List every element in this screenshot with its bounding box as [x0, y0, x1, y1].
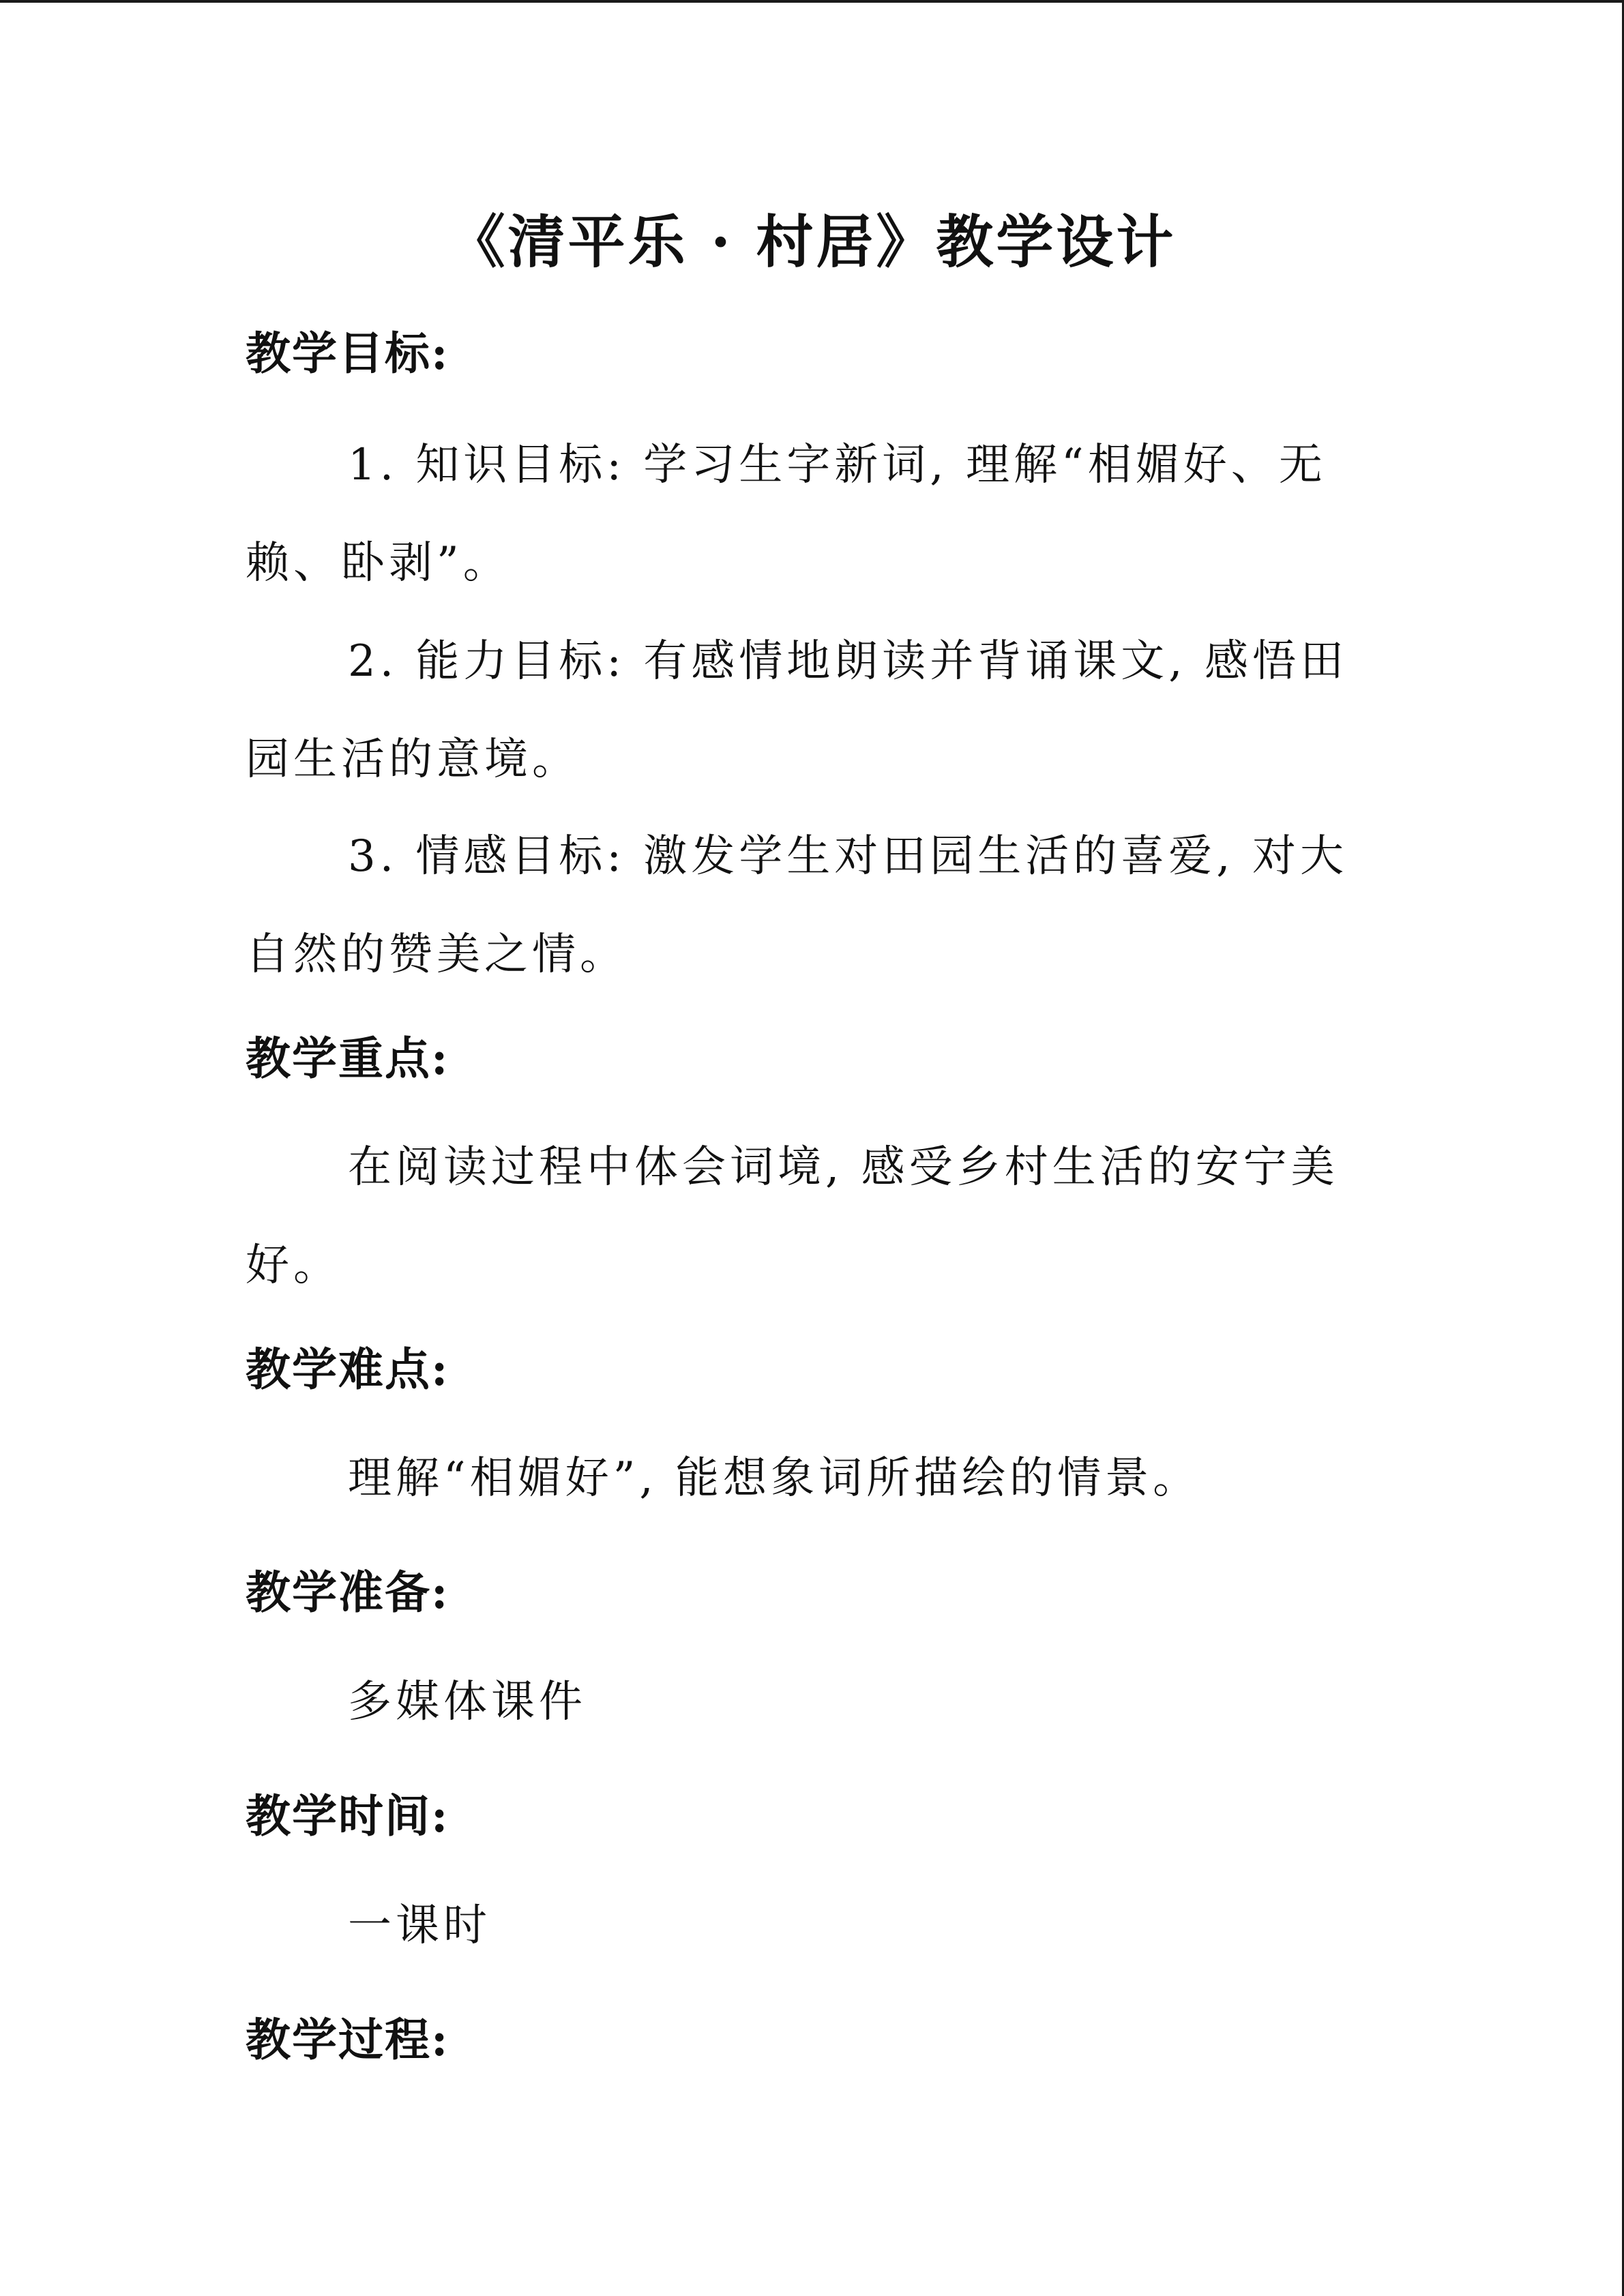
heading-preparation: 教学准备:	[246, 1566, 449, 1619]
preparation-text: 多媒体课件	[348, 1677, 587, 1727]
objective-item-2: 2. 能力目标: 有感情地朗读并背诵课文, 感悟田园生活的意境。	[246, 636, 1348, 785]
page-top-border	[0, 0, 1624, 3]
objective-item-3: 3. 情感目标: 激发学生对田园生活的喜爱, 对大自然的赞美之情。	[246, 831, 1348, 980]
heading-process: 教学过程:	[246, 2013, 449, 2066]
heading-time: 教学时间:	[246, 1789, 449, 1843]
time-text: 一课时	[348, 1900, 491, 1951]
difficulties-text: 理解“相媚好”, 能想象词所描绘的情景。	[348, 1453, 1201, 1504]
document-title: 《清平乐 · 村居》教学设计	[447, 208, 1177, 275]
objective-item-1: 1. 知识目标: 学习生字新词, 理解“相媚好、无赖、卧剥”。	[246, 440, 1327, 588]
key-points-text: 在阅读过程中体会词境, 感受乡村生活的安宁美好。	[246, 1142, 1339, 1291]
heading-key-points: 教学重点:	[246, 1032, 449, 1085]
heading-objectives: 教学目标:	[246, 327, 449, 380]
heading-difficulties: 教学难点:	[246, 1343, 449, 1396]
